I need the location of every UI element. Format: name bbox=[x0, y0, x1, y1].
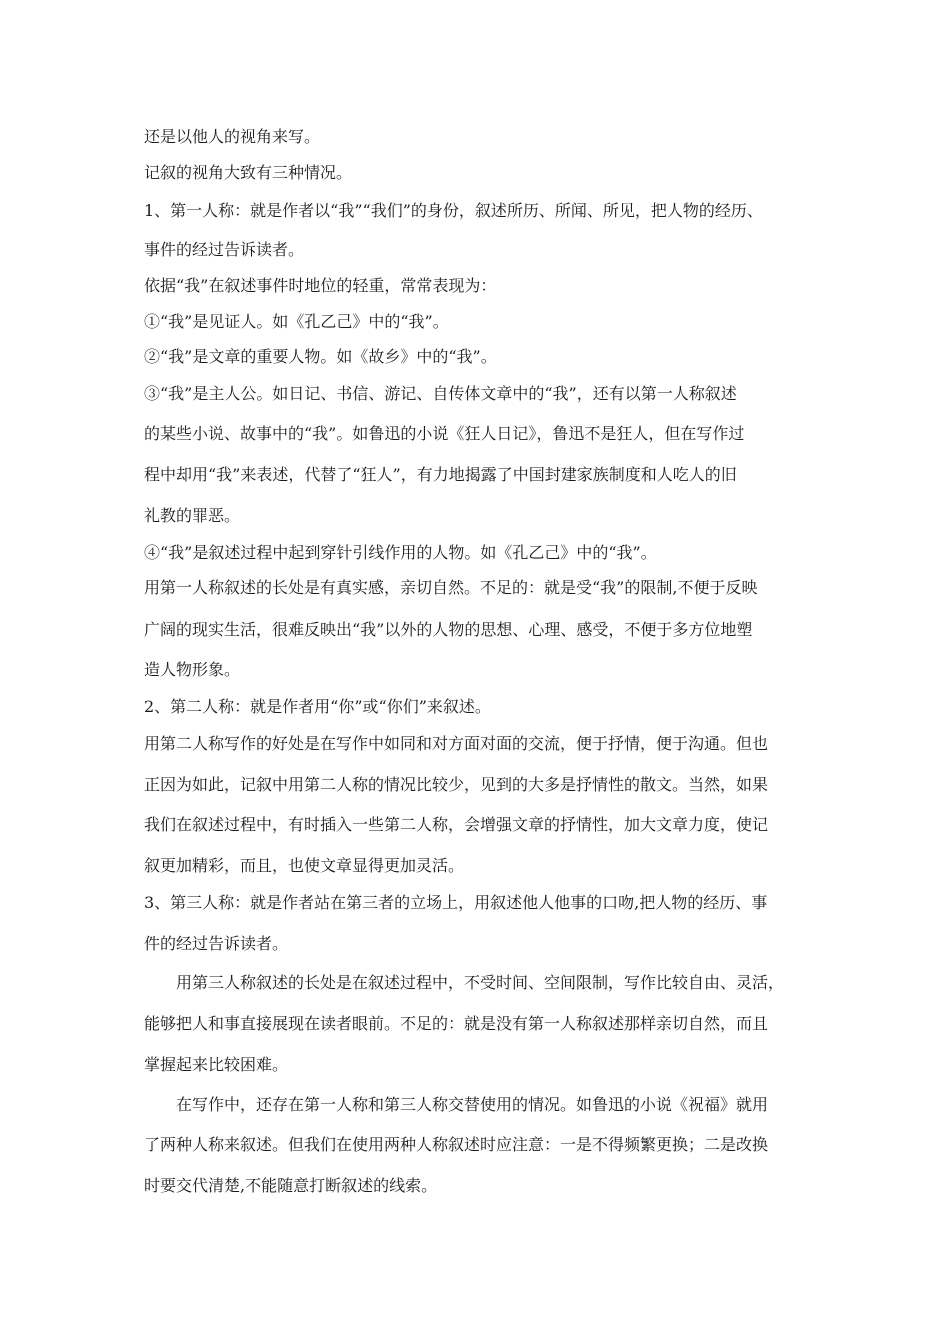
text-line: ②“我”是文章的重要人物。如《故乡》中的“我”。 bbox=[144, 347, 497, 366]
text-line: 1、第一人称：就是作者以“我”“我们”的身份，叙述所历、所闻、所见，把人物的经历、 bbox=[144, 201, 763, 220]
text-line: ③“我”是主人公。如日记、书信、游记、自传体文章中的“我”，还有以第一人称叙述 bbox=[144, 384, 737, 403]
text-line: ①“我”是见证人。如《孔乙己》中的“我”。 bbox=[144, 312, 449, 331]
text-line: 程中却用“我”来表述，代替了“狂人”，有力地揭露了中国封建家族制度和人吃人的旧 bbox=[144, 465, 737, 484]
text-line: 正因为如此，记叙中用第二人称的情况比较少，见到的大多是抒情性的散文。当然，如果 bbox=[144, 775, 769, 794]
text-line: 掌握起来比较困难。 bbox=[144, 1055, 289, 1074]
text-line: 在写作中，还存在第一人称和第三人称交替使用的情况。如鲁迅的小说《祝福》就用 bbox=[176, 1095, 769, 1114]
text-line: 造人物形象。 bbox=[144, 660, 241, 679]
text-line: 礼教的罪恶。 bbox=[144, 506, 241, 525]
text-line: ④“我”是叙述过程中起到穿针引线作用的人物。如《孔乙己》中的“我”。 bbox=[144, 543, 657, 562]
text-line: 广阔的现实生活，很难反映出“我”以外的人物的思想、心理、感受，不便于多方位地塑 bbox=[144, 620, 753, 639]
text-line: 3、第三人称：就是作者站在第三者的立场上，用叙述他人他事的口吻,把人物的经历、事 bbox=[144, 893, 768, 912]
text-line: 时要交代清楚,不能随意打断叙述的线索。 bbox=[144, 1176, 438, 1195]
text-line: 2、第二人称：就是作者用“你”或“你们”来叙述。 bbox=[144, 697, 491, 716]
text-line: 件的经过告诉读者。 bbox=[144, 934, 289, 953]
text-line: 了两种人称来叙述。但我们在使用两种人称叙述时应注意：一是不得频繁更换；二是改换 bbox=[144, 1135, 769, 1154]
text-line: 用第一人称叙述的长处是有真实感，亲切自然。不足的：就是受“我”的限制,不便于反映 bbox=[144, 578, 758, 597]
text-line: 我们在叙述过程中，有时插入一些第二人称，会增强文章的抒情性，加大文章力度，使记 bbox=[144, 815, 769, 834]
text-line: 叙更加精彩，而且，也使文章显得更加灵活。 bbox=[144, 856, 465, 875]
text-line: 能够把人和事直接展现在读者眼前。不足的：就是没有第一人称叙述那样亲切自然，而且 bbox=[144, 1014, 769, 1033]
text-line: 的某些小说、故事中的“我”。如鲁迅的小说《狂人日记》，鲁迅不是狂人，但在写作过 bbox=[144, 424, 745, 443]
text-line: 记叙的视角大致有三种情况。 bbox=[144, 163, 353, 182]
text-line: 还是以他人的视角来写。 bbox=[144, 127, 321, 146]
text-line: 事件的经过告诉读者。 bbox=[144, 240, 305, 259]
text-line: 用第三人称叙述的长处是在叙述过程中，不受时间、空间限制，写作比较自由、灵活， bbox=[176, 973, 785, 992]
text-line: 依据“我”在叙述事件时地位的轻重，常常表现为： bbox=[144, 276, 497, 295]
text-line: 用第二人称写作的好处是在写作中如同和对方面对面的交流，便于抒情，便于沟通。但也 bbox=[144, 734, 769, 753]
